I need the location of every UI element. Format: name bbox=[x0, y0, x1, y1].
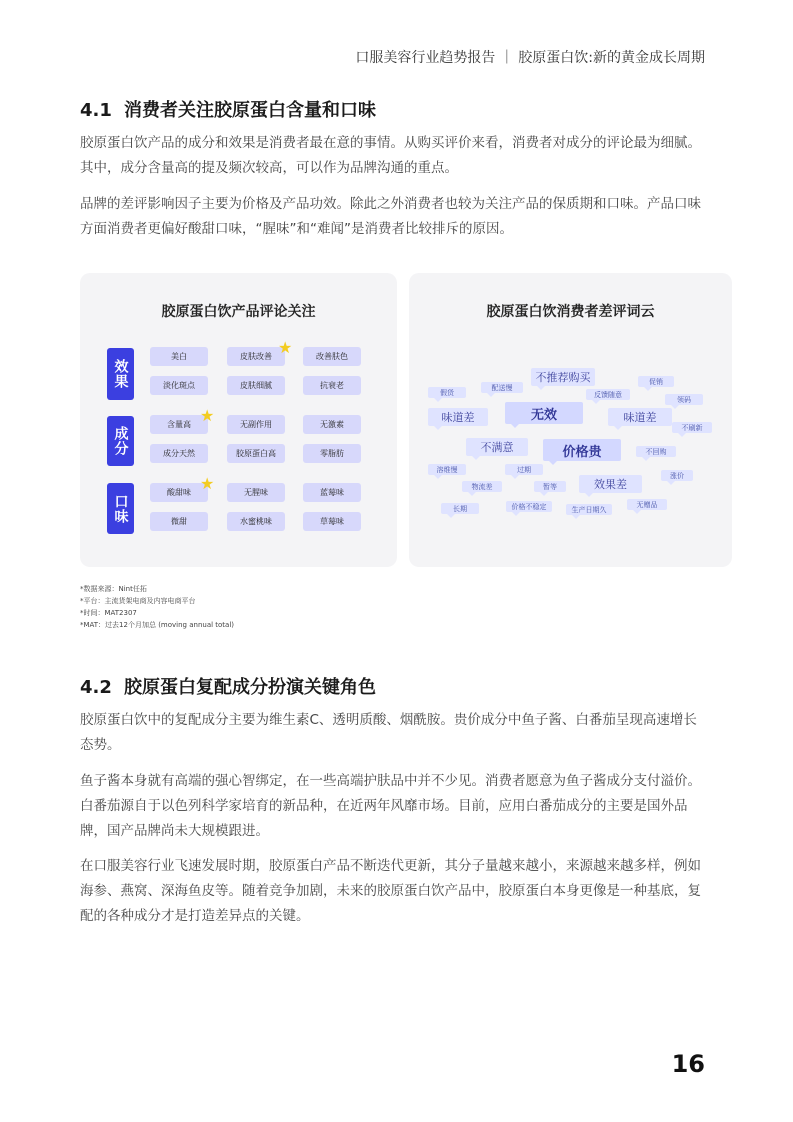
card-title: 胶原蛋白饮消费者差评词云 bbox=[486, 304, 655, 320]
cloud-word: 反馈随意 bbox=[586, 389, 630, 400]
tag: 无腥味 bbox=[227, 483, 285, 502]
tag: 胶原蛋白高 bbox=[227, 444, 285, 463]
cloud-word: 不满意 bbox=[466, 438, 528, 456]
tag: 含量高 bbox=[150, 415, 208, 434]
cloud-word: 领码 bbox=[665, 394, 703, 405]
cloud-word: 效果差 bbox=[579, 475, 642, 493]
cloud-word: 不回购 bbox=[636, 446, 676, 457]
section-4-2-title bbox=[80, 673, 376, 699]
tag: 无副作用 bbox=[227, 415, 285, 434]
tag: 水蜜桃味 bbox=[227, 512, 285, 531]
page-number: 16 bbox=[671, 1050, 705, 1078]
group-label-ingredient: 成分 bbox=[107, 416, 134, 466]
paragraph: 鱼子酱本身就有高端的强心智绑定，在一些高端护肤品中并不少见。消费者愿意为鱼子酱成分支付溢价。白番茄源自于以色列科学家培育的新品种，在近两年风靡市场。目前，应用白番茄成分的主要是国外品牌，国产品牌尚未大规模跟进。 bbox=[80, 773, 701, 839]
section-title-text: 胶原蛋白复配成分扮演关键角色 bbox=[124, 677, 376, 698]
cloud-word: 无赠品 bbox=[627, 499, 667, 510]
group-label-taste: 口味 bbox=[107, 483, 134, 534]
note-line: *平台：主流货架电商及内容电商平台 bbox=[80, 597, 196, 605]
cloud-word: 价格不稳定 bbox=[506, 501, 552, 512]
page-header: 口服美容行业趋势报告 ｜ 胶原蛋白饮:新的黄金成长周期 bbox=[355, 50, 705, 66]
paragraph: 胶原蛋白饮产品的成分和效果是消费者最在意的事情。从购买评价来看，消费者对成分的评论最为细腻。其中，成分含量高的提及频次较高，可以作为品牌沟通的重点。 bbox=[80, 135, 701, 176]
section-number: 4.2 bbox=[80, 677, 112, 698]
tag: 皮肤改善 bbox=[227, 347, 285, 366]
tag: 蓝莓味 bbox=[303, 483, 361, 502]
cloud-word: 假货 bbox=[428, 387, 466, 398]
section-title-text: 消费者关注胶原蛋白含量和口味 bbox=[124, 100, 376, 121]
cloud-word: 不推荐购买 bbox=[531, 368, 595, 386]
tag: 微甜 bbox=[150, 512, 208, 531]
cloud-word: 溶维慢 bbox=[428, 464, 466, 475]
cloud-word: 味道差 bbox=[428, 408, 488, 426]
cloud-word: 涨价 bbox=[661, 470, 693, 481]
cloud-word: 不刷新 bbox=[672, 422, 712, 433]
paragraph: 品牌的差评影响因子主要为价格及产品功效。除此之外消费者也较为关注产品的保质期和口味。产品口味方面消费者更偏好酸甜口味，“腥味”和“难闻”是消费者比较排斥的原因。 bbox=[80, 196, 701, 237]
tag: 零脂肪 bbox=[303, 444, 361, 463]
cloud-word: 过期 bbox=[505, 464, 543, 475]
tag: 改善肤色 bbox=[303, 347, 361, 366]
cloud-word: 生产日期久 bbox=[566, 504, 612, 515]
tag: 无激素 bbox=[303, 415, 361, 434]
section-number: 4.1 bbox=[80, 100, 112, 121]
cloud-word: 价格贵 bbox=[543, 439, 621, 461]
tag: 美白 bbox=[150, 347, 208, 366]
cloud-word: 味道差 bbox=[608, 408, 672, 426]
star-icon: ★ bbox=[200, 474, 215, 493]
section-4-1-title bbox=[80, 96, 376, 122]
cloud-word: 物流差 bbox=[462, 481, 502, 492]
tag: 抗衰老 bbox=[303, 376, 361, 395]
cloud-word: 促销 bbox=[638, 376, 674, 387]
tag: 酸甜味 bbox=[150, 483, 208, 502]
star-icon: ★ bbox=[278, 338, 293, 357]
cloud-word: 长期 bbox=[441, 503, 479, 514]
cloud-word: 配送慢 bbox=[481, 382, 523, 393]
card-title: 胶原蛋白饮产品评论关注 bbox=[161, 304, 316, 320]
star-icon: ★ bbox=[200, 406, 215, 425]
paragraph: 在口服美容行业飞速发展时期，胶原蛋白产品不断迭代更新，其分子量越来越小，来源越来越多样，例如海参、燕窝、深海鱼皮等。随着竞争加剧，未来的胶原蛋白饮产品中，胶原蛋白本身更像是一种基底，复配的各种成分才是打造差异点的关键。 bbox=[80, 858, 701, 924]
tag: 草莓味 bbox=[303, 512, 361, 531]
note-line: *MAT：过去12个月加总 (moving annual total) bbox=[80, 621, 235, 629]
tag: 淡化斑点 bbox=[150, 376, 208, 395]
group-label-effect: 效果 bbox=[107, 348, 134, 400]
note-line: *数据来源：Nint任拓 bbox=[80, 585, 147, 593]
note-line: *时间：MAT2307 bbox=[80, 609, 137, 617]
paragraph: 胶原蛋白饮中的复配成分主要为维生素C、透明质酸、烟酰胺。贵价成分中鱼子酱、白番茄呈现高速增长态势。 bbox=[80, 712, 697, 753]
tag: 皮肤细腻 bbox=[227, 376, 285, 395]
tag: 成分天然 bbox=[150, 444, 208, 463]
cloud-word: 暂等 bbox=[534, 481, 566, 492]
source-notes bbox=[80, 583, 234, 631]
cloud-word: 无效 bbox=[505, 402, 583, 424]
